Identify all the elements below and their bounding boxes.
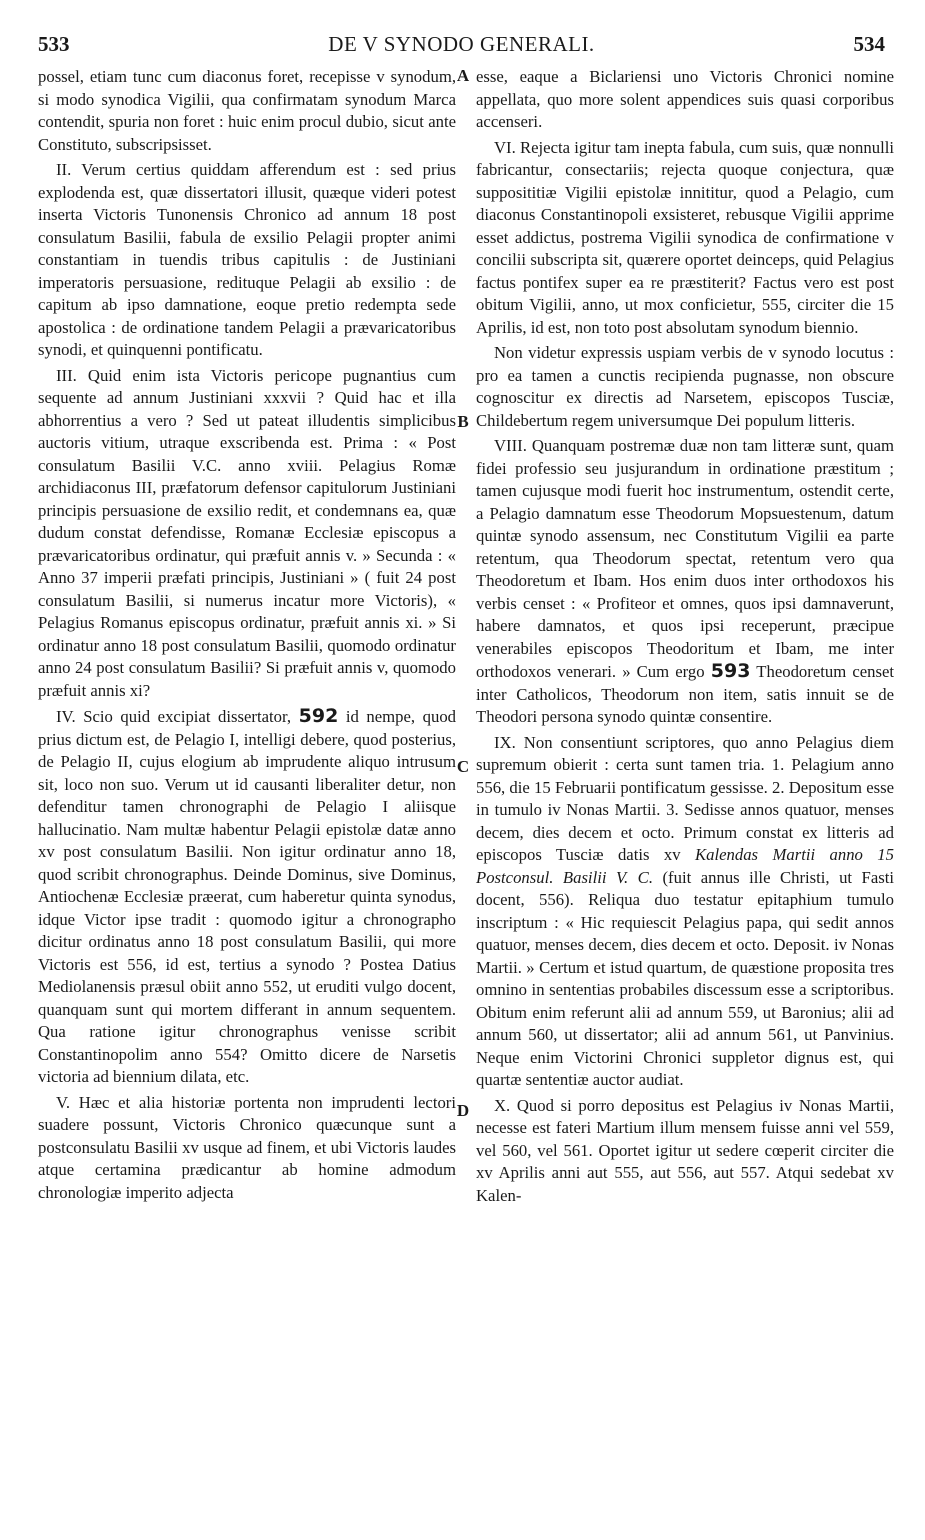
paragraph-section-2: II. Verum certius quiddam afferendum est : sed prius explodenda est, quæ dissertatori illusit, quæque videri potest inserta Victoris Tunonensis Chronico ad annum 18 post consulatum Basilii, fabula de exsilio Pelagii propter animi constantiam in tuendis tribus capitulis : de Justiniani imperatoris persuasione, redituque Pelagii ab exsilio : de capitum ab ipso damnatione, eoque pretio redempta sede apostolica : de ordinatione tandem Pelagii a prævaricatoribus synodi, et quinquenni pontificatu.	[38, 160, 456, 359]
paragraph-section-10: X. Quod si porro depositus est Pelagius iv Nonas Martii, necesse est fateri Martium illum mensem fuisse anni vel 559, vel 560, vel 561. Oportet igitur ut sedere cœperit circiter die xv Aprilis anni aut 555, aut 556, aut 557. Atqui sedebat xv Kalen-	[476, 1095, 894, 1205]
margin-letter-d: D	[456, 1101, 470, 1120]
left-column	[38, 66, 456, 1204]
paragraph-section-8	[476, 435, 894, 729]
paragraph-section-6: VI. Rejecta igitur tam inepta fabula, cum suis, quæ nonnulli fabricantur, consectariis; rejecta quoque conjectura, quæ supposititiæ Vigilii epistolæ innititur, quod a Pelagio, cum diaconus Constantinopoli exsisteret, rebusque Vigilii apprime esset addictus, postrema Vigilii synodica de confirmatione v concilii subscripta sit, quærere oportet deinceps, quid Pelagius factus pontifex super ea re præstiterit? Factus vero est post obitum Vigilii, anno, ut mox conficietur, 555, circiter die 15 Aprilis, id est, non toto post absolutam synodum biennio.	[476, 137, 894, 337]
paragraph-text: Theodoretum censet inter Catholicos, Theodorum non item, satis innuit se de Theodori persona synodo quintæ consentire.	[476, 662, 895, 726]
paragraph-text: VIII. Quanquam postremæ duæ non tam litteræ sunt, quam fidei professio seu jusjurandum in ordinatione præstitum ; tamen cujusque modi fuerit hoc instrumentum, ostendit certe, a Pelagio damnatum esse Theodorum Mopsuestenum, datum quintæ synodo assensum, nec Constitutum Vigilii ea parte retentum, qua Theodorum spectat, retentum vero qua Theodoretum et Ibam. Hos enim duos inter orthodoxos his verbis censet : « Profiteor et omnes, quos ipsi damnaverunt, habere damnatos, et quos ipsi receperunt, præcipue venerabiles episcopos Theodoritum et Ibam, me inter orthodoxos venerari. » Cum ergo	[476, 436, 894, 681]
paragraph-section-5: V. Hæc et alia historiæ portenta non imprudenti lectori suadere possunt, Victoris Chronico quæcunque sunt a postconsulatu Basilii xv usque ad finem, et ubi Victoris laudes atque certamina prædicantur ab homine admodum chronologiæ imperito adjecta	[38, 1092, 456, 1202]
right-column	[476, 66, 894, 1207]
margin-letter-b: B	[457, 412, 469, 431]
margin-letter-a: A	[456, 66, 470, 85]
paragraph-section-4	[38, 705, 456, 1089]
paragraph-unnumbered: Non videtur expressis uspiam verbis de v synodo locutus : pro ea tamen a cunctis recipienda pugnasse, non obscure cognoscitur ex directis ad Narsetem, episcopos Tusciæ, Childebertum regem universumque Dei populum litteris.	[476, 343, 894, 430]
paragraph-text: IX. Non consentiunt scriptores, quo anno Pelagius diem supremum obierit : certa sunt tamen tria. 1. Pelagium anno 556, die 15 Februarii pontificatum gessisse. 2. Depositum esse in tumulo iv Nonas Martii. 3. Sedisse annos quatuor, menses decem, dies decem et octo. Primum constat ex litteris ad episcopos Tusciæ datis xv	[476, 732, 894, 864]
margin-letter-c: C	[456, 757, 470, 776]
page-header	[38, 32, 885, 62]
paragraph-continuation: esse, eaque a Biclariensi uno Victoris Chronici nomine appellata, quo more solent appendices suis quasi corporibus accenseri.	[476, 67, 894, 131]
paragraph-section-9	[476, 732, 894, 1092]
page-number-left: 533	[38, 32, 70, 56]
paragraph-text: (fuit annus ille Christi, ut Fasti docent, 556). Reliqua duo testatur epitaphium tumulo inscriptum : « Hic requiescit Pelagius papa, qui sedit annos quatuor, menses decem, dies decem et octo. Deposit. iv Nonas Martii. » Certum et istud quartum, de quæstione proposita tres omnino in sententias probabiles discessum esse a scriptoribus. Obitum enim referunt alii ad annum 559, ut Baronius; alii ad annum 560, ut dissertator; alii ad annum 561, ut Panvinius. Neque enim Victorini Chronici suppletor dignus est, qui quartæ sententiæ auctor audiat.	[476, 867, 895, 1089]
italic-citation: Kalendas Martii anno 15 Postconsul. Basilii V. C.	[476, 845, 894, 887]
inline-page-marker: 592	[298, 705, 339, 727]
paragraph-section-3: III. Quid enim ista Victoris pericope pugnantius cum sequente ad annum Justiniani xxxvii ? Quid hac et illa abhorrentius a vero ? Sed ut pateat illudentis simplicibus auctoris vitium, utraque exscribenda est. Prima : « Post consulatum Basilii V.C. anno xviii. Pelagius Romæ archidiaconus III, præfatorum defensor capitulorum Justiniani principis persuasione de exsilio redit, et condemnans ea, quæ dudum constat defendisse, Romanæ Ecclesiæ episcopus a prævaricatoribus ordinatur, qui præfuit annis v. » Secunda : « Anno 37 imperii præfati principis, Justiniani » ( fuit 24 post consulatum Basilii, si numerus incatur more Victoris), « Pelagius Romanus episcopus ordinatur, præfuit annis xi. » Si ordinatur anno 18 post consulatum Basilii, quomodo ordinatur anno 24 post consulatum Basilii? Si præfuit annis v, quomodo præfuit annis xi?	[38, 365, 456, 700]
paragraph-text: id nempe, quod prius dictum est, de Pelagio I, intelligi debere, quod posterius, de Pelagio II, cujus elogium ab imprudente aliquo intrusum sit, loco non suo. Verum ut id causanti liberaliter detur, non defenditur tamen chronographi de Pelagio I aliisque hallucinatio. Nam multæ habentur Pelagii epistolæ datæ anno xv post consulatum Basilii. Non igitur ordinatur anno 18, quod scribit chronographus. Deinde Dominus, sive Dominus, Antiochenæ Ecclesiæ præerat, cum haberetur quinta synodus, idque Victor ipse tradit : quomodo igitur a chronographo dicitur ordinatus anno 18 post consulatum Basilii, qui more Victoris est 556, id est, tertius a synodo ? Postea Datius Mediolanensis præsul obiit anno 552, ut eruditi vulgo docent, quanquam sunt qui mortem differant in annum sequentem. Qua ratione igitur chronographus venisse scribit Constantinopolim anno 554? Omitto dicere de Narsetis victoria ad biennium dilata, etc.	[38, 707, 457, 1086]
paragraph-text: IV. Scio quid excipiat dissertator,	[56, 707, 292, 726]
running-title: DE V SYNODO GENERALI.	[328, 32, 595, 56]
page-number-right: 534	[853, 32, 885, 56]
inline-page-marker: 593	[710, 660, 751, 682]
paragraph-continuation: possel, etiam tunc cum diaconus foret, recepisse v synodum, si modo synodica Vigilii, qua confirmatam synodum Marca contendit, spuria non foret : huic enim procul dubio, sicut ante Constituto, subscripsisset.	[38, 67, 456, 154]
